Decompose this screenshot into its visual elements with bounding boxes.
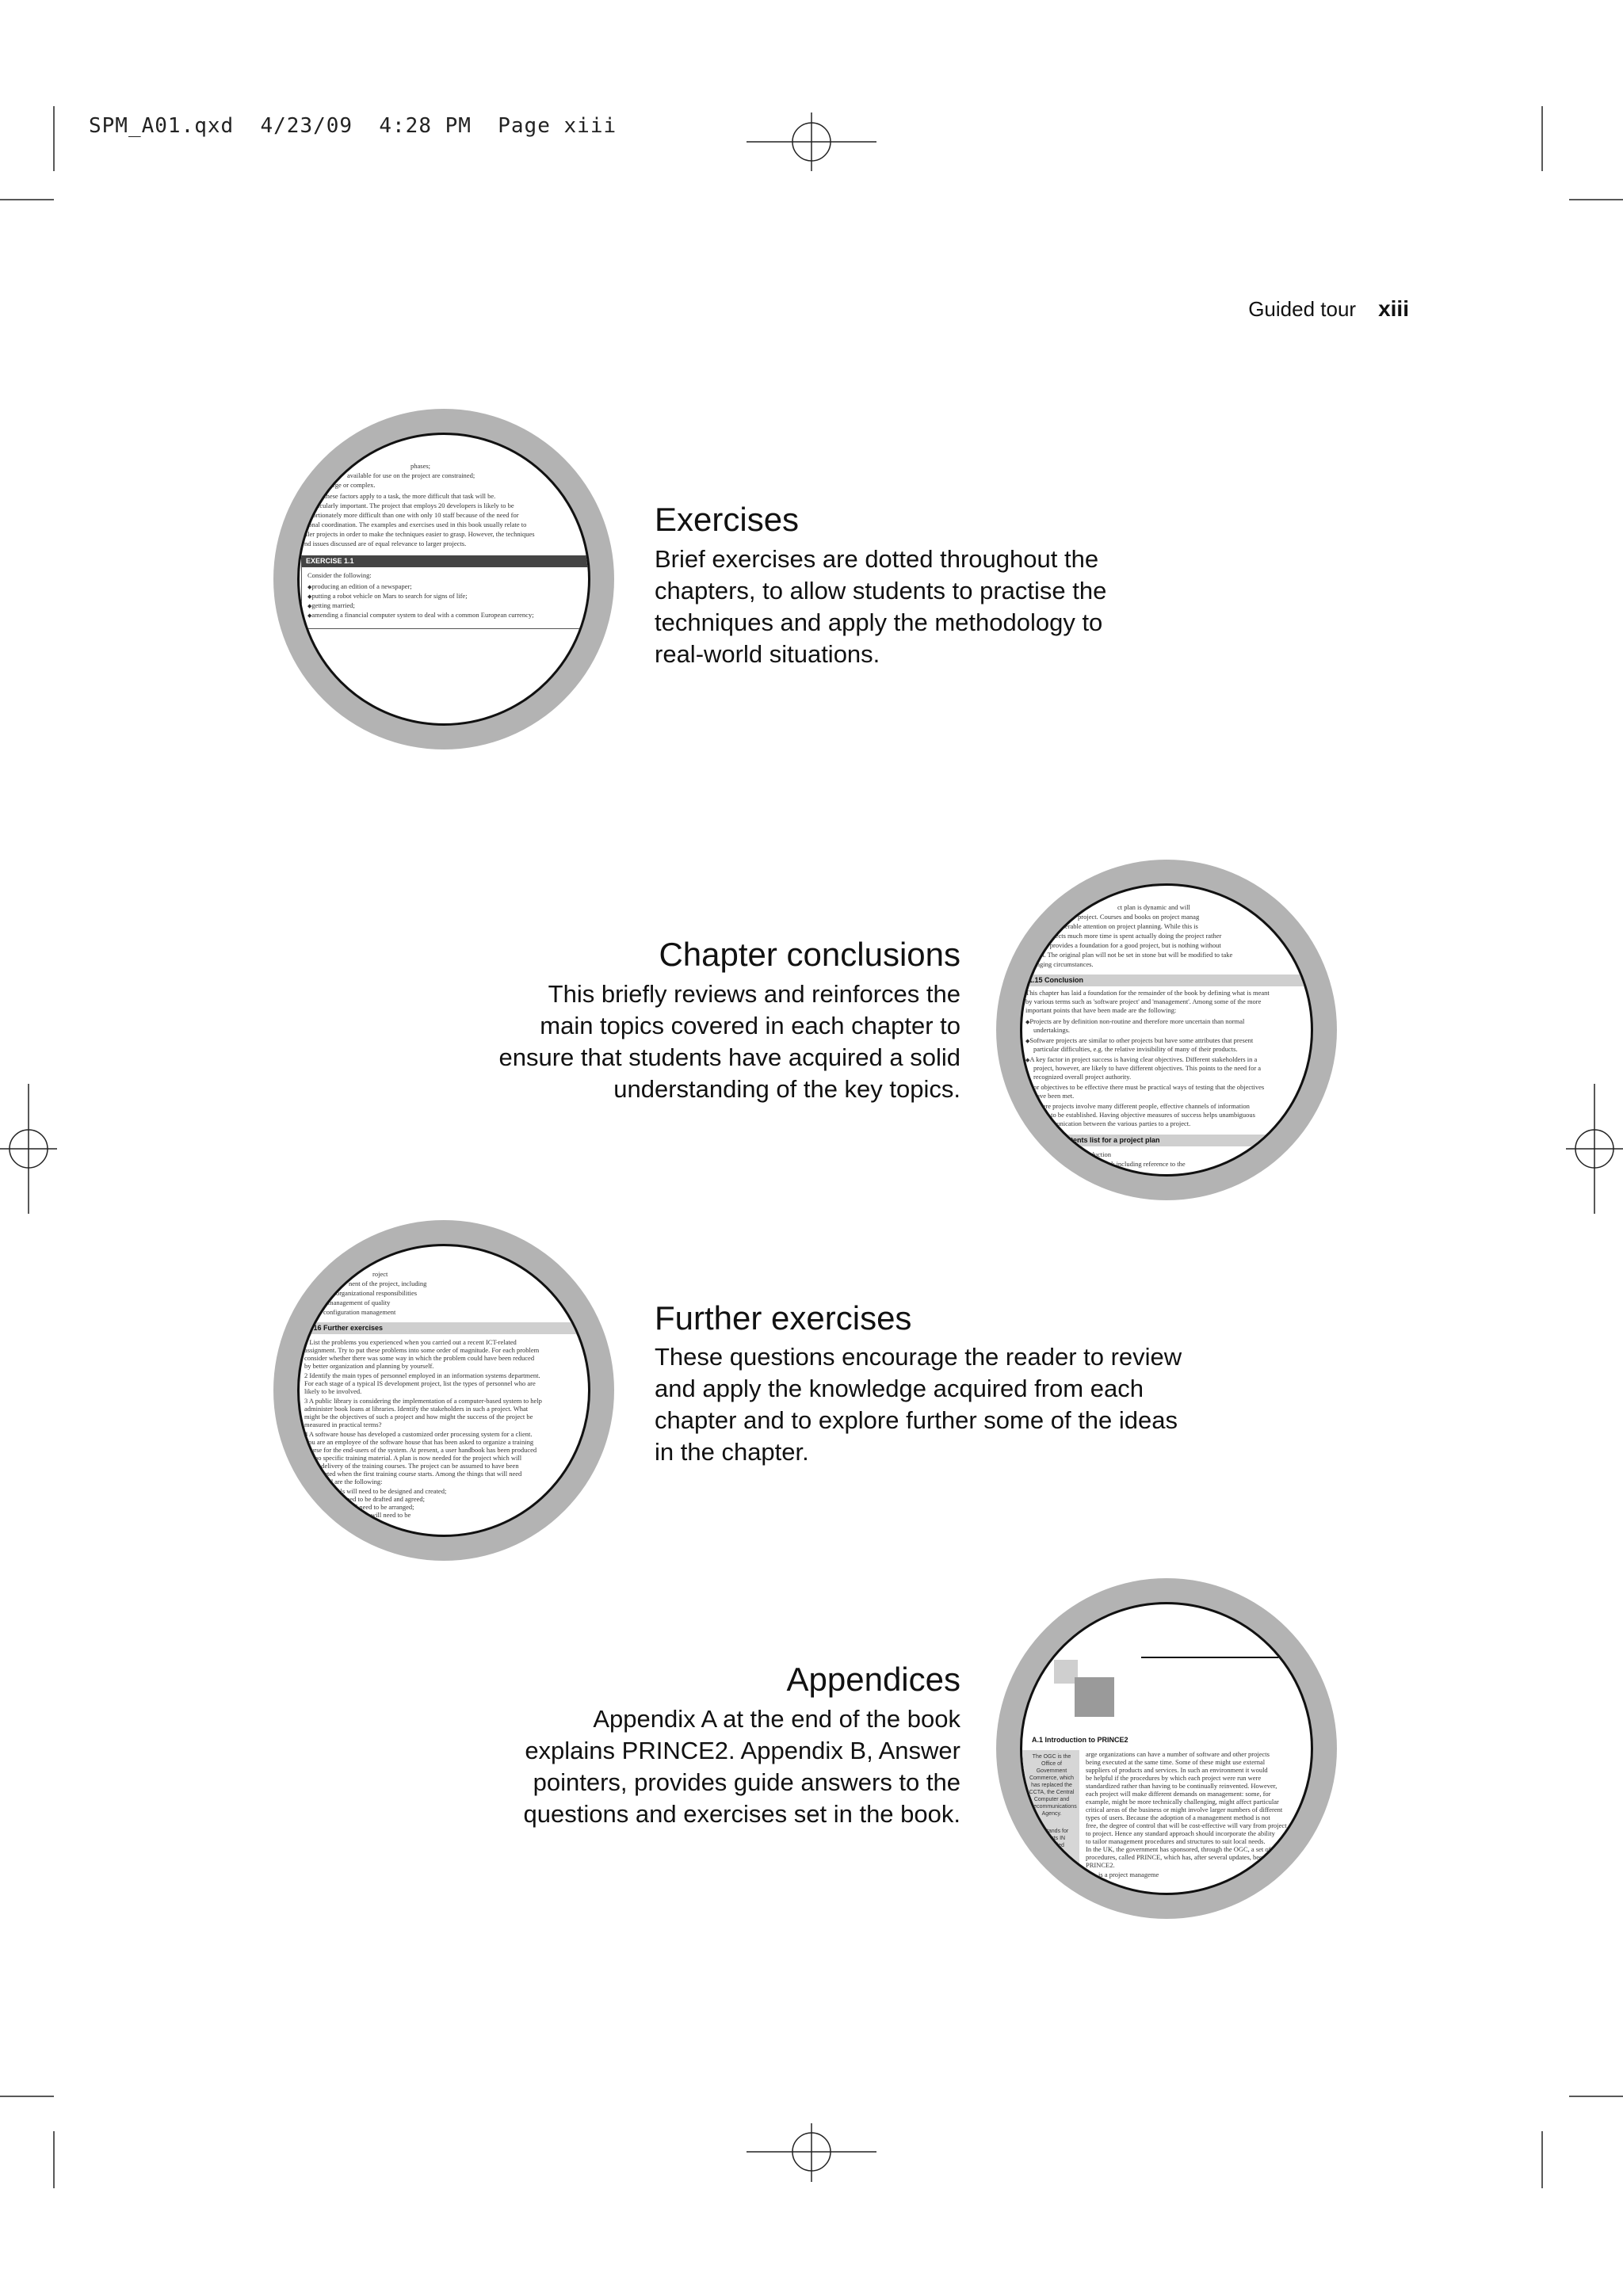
thumb-line: oportionately more difficult than one with only 10 staff because of the need for <box>306 511 519 519</box>
text-line: explains PRINCE2. Appendix B, Answer <box>525 1737 960 1764</box>
registration-marks <box>0 113 1623 2182</box>
thumb-line: recognized overall project authority. <box>1033 1073 1132 1081</box>
thumb-line: articularly important. The project that employs 20 developers is likely to be <box>311 502 514 509</box>
thumb-line: suppliers of products and services. In such an environment it would <box>1086 1766 1268 1774</box>
thumb-line: ution. The original plan will not be set in stone but will be modified to take <box>1030 951 1233 959</box>
text-line: chapters, to allow students to practise the <box>655 577 1107 605</box>
thumb-line: by better organization and planning by yourself. <box>304 1362 434 1370</box>
thumb-line: have to be established. Having objective measures of success helps unambiguous <box>1037 1111 1255 1119</box>
thumb-bullet: ◆ Projects are by definition non-routine and therefore more uncertain than normal <box>1025 1017 1244 1027</box>
thumb-line: For each stage of a typical IS development project, list the types of personnel who are <box>304 1379 536 1387</box>
thumb-bullet: ◆ Where projects involve many different people, effective channels of information <box>1029 1102 1250 1112</box>
thumb-line: critical areas of the business or might involve larger numbers of different <box>1086 1806 1283 1814</box>
margin-note-line: Projects IN <box>1037 1836 1066 1841</box>
margin-note-line: Agency. <box>1041 1811 1062 1817</box>
text-line: understanding of the key topics. <box>613 1075 960 1103</box>
thumb-line: rranged are the following: <box>312 1478 383 1486</box>
margin-note-line: has replaced the <box>1031 1783 1072 1788</box>
text-line: These questions encourage the reader to review <box>655 1343 1182 1371</box>
thumb-line: configuration management <box>323 1308 396 1316</box>
thumb-line: example, might be more technically challenging, might affect particular <box>1086 1798 1279 1806</box>
thumb-bullet: ◆ Software projects are similar to other projects but have some attributes that present <box>1025 1036 1253 1046</box>
margin-note-line: Computer and <box>1033 1797 1070 1802</box>
thumb-line: ct plan is dynamic and will <box>1117 903 1190 911</box>
thumb-line: materials will need to be designed and created; <box>320 1487 447 1495</box>
margin-note-line: Commerce, which <box>1029 1775 1074 1781</box>
rule <box>1141 1657 1313 1658</box>
thumb-line: phases; <box>411 462 431 470</box>
thumb-line: roject <box>372 1270 388 1278</box>
text-line: questions and exercises set in the book. <box>523 1800 960 1828</box>
text-line: This briefly reviews and reinforces the <box>548 980 960 1008</box>
thumb-bullet: ◆ A key factor in project success is having clear objectives. Different stakeholders in a <box>1025 1055 1257 1065</box>
further-exercises-title: Further exercises <box>655 1299 912 1337</box>
thumb-line: procedures, called PRINCE, which has, after several updates, become <box>1086 1853 1274 1861</box>
thumb-line: This chapter has laid a foundation for the remainder of the book by defining what is meant <box>1025 989 1270 997</box>
running-head-title: Guided tour <box>1248 297 1357 321</box>
text-line: in the chapter. <box>655 1438 809 1466</box>
further-exercises-description <box>655 1341 1182 1468</box>
thumb-line: to project. Hence any standard approach should incorporate the ability <box>1086 1829 1275 1837</box>
thumb-line: have been met. <box>1033 1092 1075 1100</box>
thumb-line: free, the degree of control that will be cost-effective will vary from project <box>1086 1821 1287 1829</box>
conclusion-heading: 1.15 Conclusion <box>1024 974 1313 986</box>
thumb-line: being executed at the same time. Some of these might use external <box>1086 1758 1266 1766</box>
contents-heading: 1 Contents list for a project plan <box>1046 1135 1293 1146</box>
conclusions-description <box>444 978 960 1105</box>
decorative-square <box>1075 1677 1114 1717</box>
text-line: ensure that students have acquired a solid <box>498 1043 960 1071</box>
thumb-line: Consider the following: <box>307 571 372 579</box>
text-line: real-world situations. <box>655 640 880 668</box>
thumb-line: 1 List the problems you experienced when you carried out a recent ICT-related <box>304 1338 517 1346</box>
margin-note-line: Telecommunications <box>1026 1804 1077 1810</box>
appendices-description <box>444 1703 960 1830</box>
appendices-thumbnail <box>996 1578 1337 1919</box>
margin-note-line: PR stands for <box>1034 1829 1069 1834</box>
margin-note-line: Government <box>1036 1768 1067 1774</box>
thumb-line: assignment. Try to put these problems into some order of magnitude. For each problem <box>304 1346 540 1354</box>
thumb-line: available for use on the project are constrained; <box>347 471 475 479</box>
thumb-line: will need to be <box>371 1511 411 1519</box>
appendix-heading: A.1 Introduction to PRINCE2 <box>1032 1736 1128 1744</box>
margin-note-line: The OGC is the <box>1032 1754 1071 1760</box>
text-line: techniques and apply the methodology to <box>655 608 1103 636</box>
thumb-line: be helpful if the procedures by which each project were run were <box>1086 1774 1262 1782</box>
text-line: and apply the knowledge acquired from each <box>655 1375 1144 1402</box>
slug-line: SPM_A01.qxd 4/23/09 4:28 PM Page xiii <box>89 114 617 138</box>
thumb-bullet: ◆ For objectives to be effective there must be practical ways of testing that the objectives <box>1025 1083 1264 1093</box>
thumb-line: particular difficulties, e.g. the relative invisibility of many of their products. <box>1033 1045 1238 1053</box>
thumb-line: to the delivery of the training courses. The project can be assumed to have been <box>304 1462 519 1470</box>
thumb-line: course for the end-users of the system. At present, a user handbook has been produced <box>304 1446 537 1454</box>
exercises-description <box>655 543 1106 670</box>
page-number: xiii <box>1378 296 1409 321</box>
thumb-line: to tailor management procedures and structures to suit local needs. <box>1086 1837 1266 1845</box>
thumb-line: measured in practical terms? <box>304 1421 382 1428</box>
thumb-line: communication between the various parties to a project. <box>1040 1119 1191 1127</box>
text-line: pointers, provides guide answers to the <box>533 1768 960 1796</box>
thumb-line: Introduction <box>1078 1150 1112 1158</box>
thumb-bullet: ◆ getting married; <box>307 601 355 611</box>
thumb-line: changing circumstances. <box>1027 960 1094 968</box>
thumb-line: plan provides a foundation for a good project, but is nothing without <box>1037 941 1221 949</box>
thumb-line: large or complex. <box>328 481 376 489</box>
thumb-line: might be the objectives of such a project and how might the success of the project be <box>304 1413 533 1421</box>
appendices-title: Appendices <box>786 1661 960 1698</box>
thumb-line: types of users. Because the adoption of a management method is not <box>1086 1814 1270 1821</box>
thumb-line: PRINCE2. <box>1086 1861 1115 1869</box>
thumb-line: but no specific training material. A plan is now needed for the project which will <box>304 1454 522 1462</box>
text-line: main topics covered in each chapter to <box>540 1012 960 1039</box>
thumb-line: nent of the project, including <box>349 1280 427 1287</box>
thumb-line: consider whether there was some way in which the problem could have been reduced <box>304 1354 535 1362</box>
exercises-thumbnail <box>273 409 614 749</box>
thumb-line: of these factors apply to a task, the more difficult that task will be. <box>317 492 496 500</box>
thumb-line: projects much more time is spent actually doing the project rather <box>1044 932 1222 940</box>
thumb-line: important points that have been made are the following: <box>1025 1006 1177 1014</box>
conclusions-title: Chapter conclusions <box>659 936 960 973</box>
thumb-line: project, however, are likely to have different objectives. This points to the need for a <box>1033 1064 1262 1072</box>
margin-note-line: CCTA, the Central <box>1029 1790 1075 1795</box>
thumb-line: likely to be involved. <box>304 1387 362 1395</box>
thumb-line: organizational responsibilities <box>336 1289 418 1297</box>
thumb-line: ground: including reference to the <box>1094 1160 1186 1168</box>
thumb-line: In the UK, the government has sponsored, through the OGC, a set of <box>1086 1845 1271 1853</box>
thumb-line: will need to be arranged; <box>347 1503 414 1511</box>
thumb-line: 2 Identify the main types of personnel employed in an information systems department. <box>304 1371 540 1379</box>
thumb-line: siderable attention on project planning. While this is <box>1057 922 1198 930</box>
thumb-line: completed when the first training course starts. Among the things that will need <box>307 1470 522 1478</box>
text-line: chapter and to explore further some of the ideas <box>655 1406 1178 1434</box>
thumb-line: undertakings. <box>1033 1026 1071 1034</box>
thumb-line: standardized rather than having to be continually reinvented. However, <box>1086 1782 1277 1790</box>
thumb-line: each project will make different demands on management: some, for <box>1086 1790 1271 1798</box>
thumb-line: will need to be drafted and agreed; <box>331 1495 426 1503</box>
thumb-line: You are an employee of the software house that has been asked to organize a training <box>304 1438 534 1446</box>
thumb-line: 3 A public library is considering the implementation of a computer-based system to help <box>304 1397 542 1405</box>
thumb-line: management of quality <box>328 1299 391 1306</box>
thumb-line: administer book loans at libraries. Identify the stakeholders in such a project. What <box>304 1405 529 1413</box>
thumb-line: project. Courses and books on project manag <box>1078 913 1200 921</box>
margin-note-line: Office of <box>1041 1761 1062 1767</box>
margin-note-line: Controlled <box>1039 1843 1064 1848</box>
thumb-line: itional coordination. The examples and exercises used in this book usually relate to <box>303 521 527 528</box>
further-exercises-heading: 1.16 Further exercises <box>303 1322 590 1334</box>
exercise-box-title: EXERCISE 1.1 <box>301 555 590 567</box>
thumb-line: 4 A software house has developed a customized order processing system for a client. <box>304 1430 533 1438</box>
thumb-bullet: ◆ amending a financial computer system to deal with a common European currency; <box>307 611 534 620</box>
conclusions-thumbnail <box>996 860 1337 1200</box>
thumb-line: is a project manageme <box>1098 1871 1159 1878</box>
thumb-line: nd issues discussed are of equal relevance to larger projects. <box>304 540 467 547</box>
thumb-bullet: ◆ putting a robot vehicle on Mars to search for signs of life; <box>307 592 468 601</box>
further-exercises-thumbnail <box>273 1220 614 1561</box>
thumb-line: arge organizations can have a number of software and other projects <box>1086 1750 1270 1758</box>
exercises-title: Exercises <box>655 501 800 538</box>
thumb-bullet: ◆ producing an edition of a newspaper; <box>307 582 412 592</box>
text-line: Appendix A at the end of the book <box>593 1705 960 1733</box>
text-line: Brief exercises are dotted throughout the <box>655 545 1099 573</box>
thumb-line: by various terms such as 'software project' and 'management'. Among some of the more <box>1025 997 1262 1005</box>
thumb-line: aller projects in order to make the techniques easier to grasp. However, the techniques <box>303 530 535 538</box>
